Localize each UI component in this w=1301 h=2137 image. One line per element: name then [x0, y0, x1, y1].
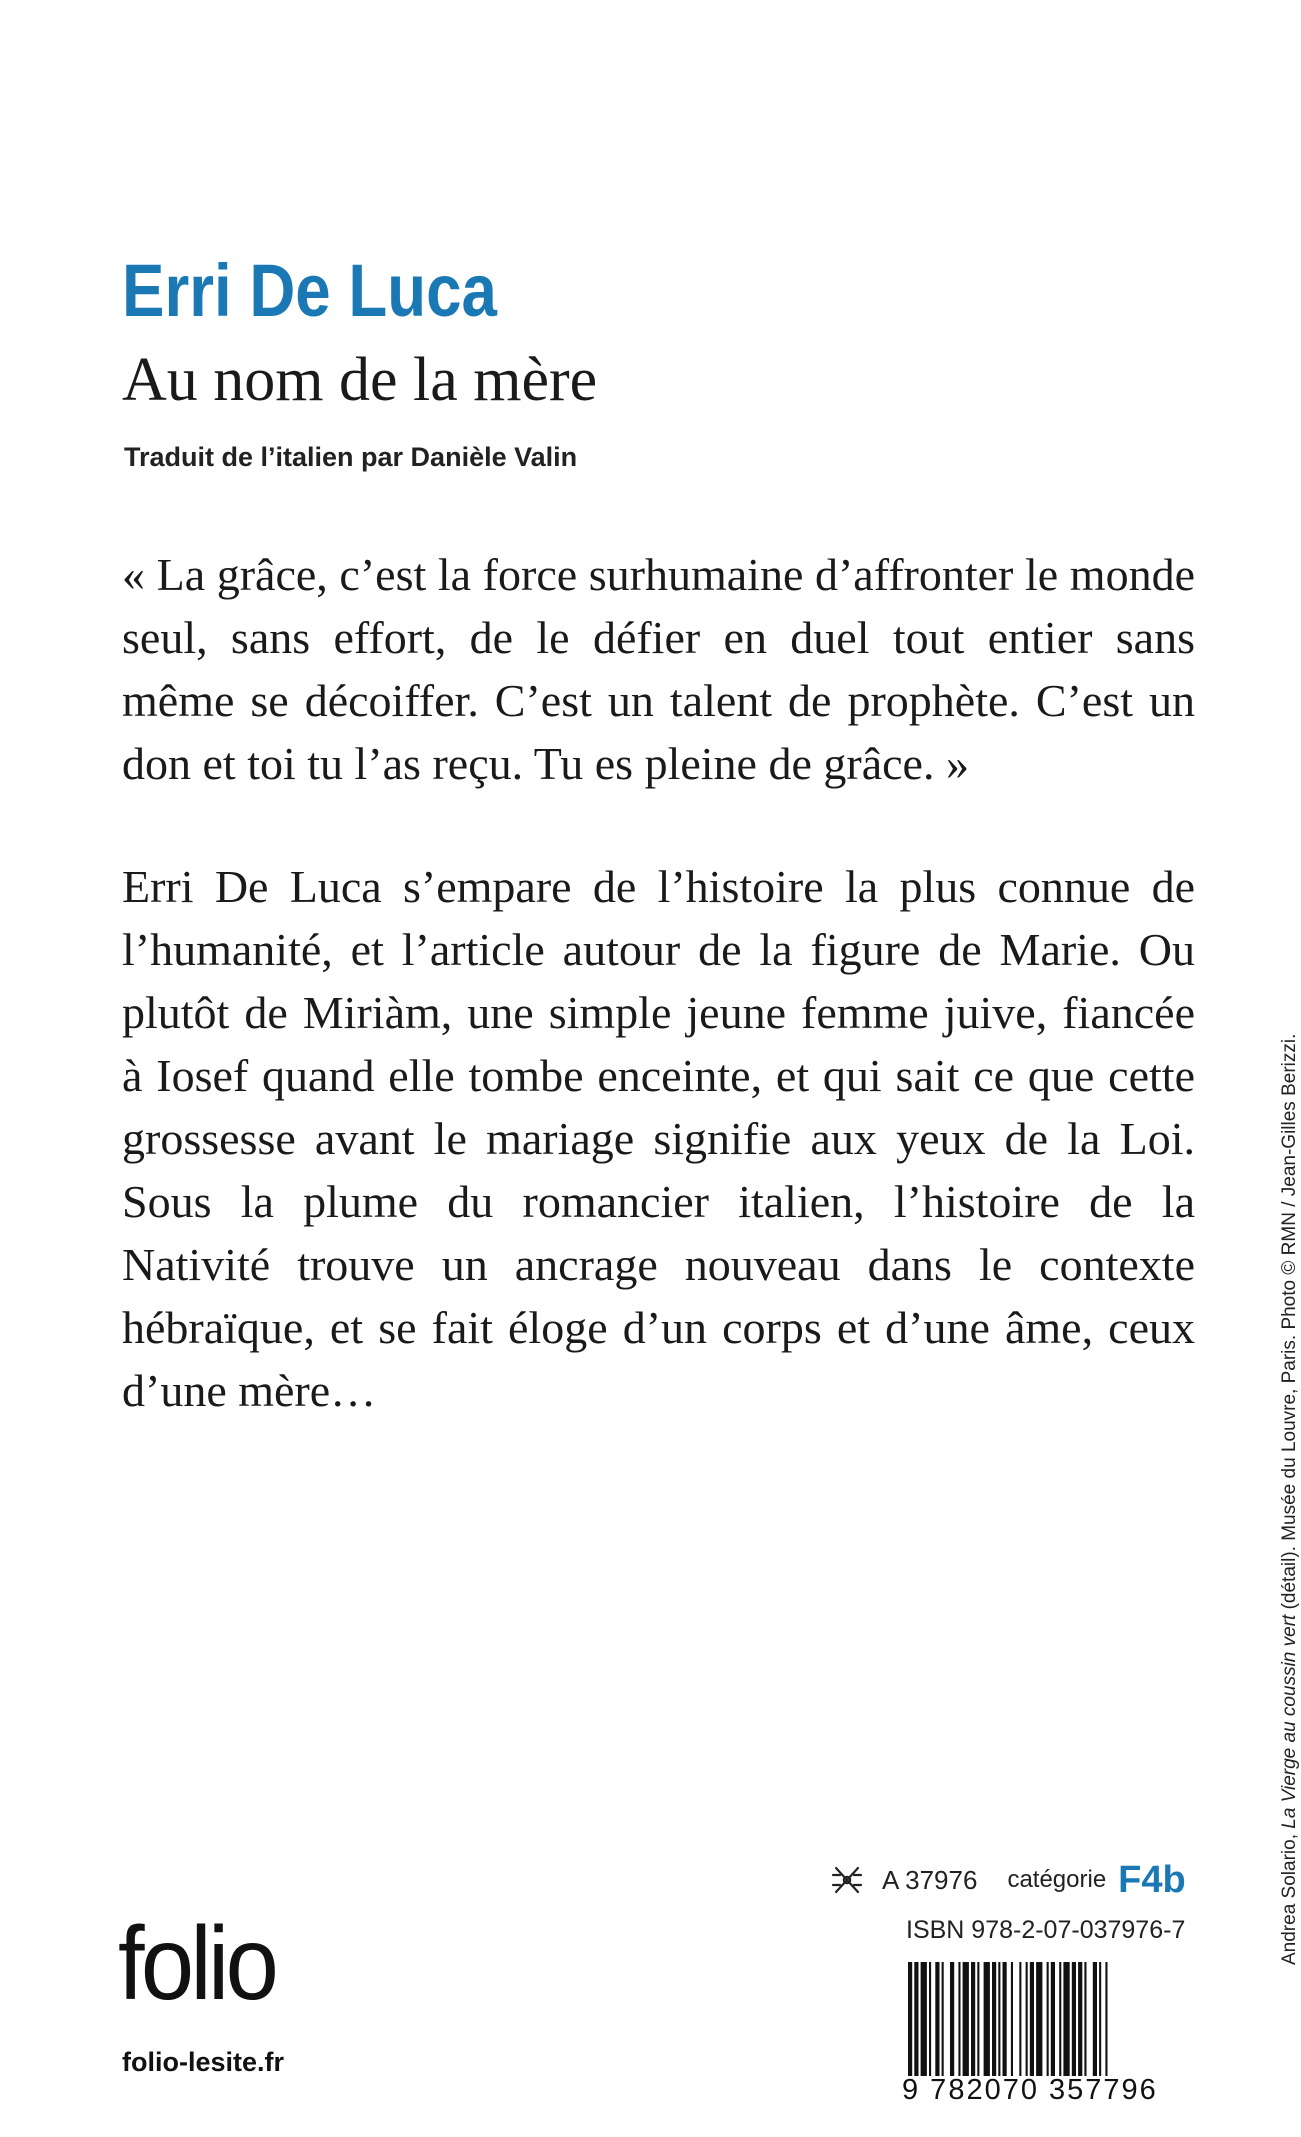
barcode-bar — [921, 1962, 927, 2076]
category-value: F4b — [1118, 1858, 1186, 1901]
author-name: Erri De Luca — [122, 249, 497, 332]
barcode-bar — [971, 1962, 975, 2076]
barcode-bar — [984, 1962, 990, 2076]
barcode-bar — [1019, 1962, 1021, 2076]
folio-logo: folio — [118, 1906, 276, 2022]
publisher-website: folio-lesite.fr — [122, 2047, 285, 2077]
gallimard-logo-icon — [830, 1863, 864, 1897]
a-code: A 37976 — [882, 1864, 978, 1895]
translator-line: Traduit de l’italien par Danièle Valin — [124, 442, 578, 472]
barcode-bar — [929, 1962, 931, 2076]
barcode-bar — [1059, 1962, 1061, 2076]
photo-credit — [1279, 1034, 1301, 1965]
barcode — [906, 1962, 1180, 2076]
barcode-bar — [1099, 1962, 1101, 2076]
blurb-paragraph: Erri De Luca s’empare de l’histoire la plus connue de l’humanité, et l’article autour de la figure de Marie. Ou plutôt de Miriàm, une simple jeune femme juive, fiancée à Iosef quand elle tombe enceinte, et qui sait ce que cette grossesse avant le mariage signifie aux yeux de la Loi. Sous la plume du romancier italien, l’histoire de la Nativité trouve un ancrage nouveau dans le contexte hébraïque, et se fait éloge d’un corps et d’une âme, ceux d’une mère… — [122, 861, 1195, 1416]
barcode-bar — [977, 1962, 979, 2076]
barcode-bar — [1047, 1962, 1049, 2076]
barcode-bar — [1105, 1962, 1107, 2076]
barcode-bar — [992, 1962, 996, 2076]
barcode-bar — [958, 1962, 960, 2076]
barcode-bar — [1003, 1962, 1007, 2076]
barcode-bar — [1072, 1962, 1076, 2076]
barcode-bar — [1030, 1962, 1034, 2076]
barcode-bar — [950, 1962, 954, 2076]
barcode-bar — [908, 1962, 912, 2076]
barcode-bar — [1084, 1962, 1086, 2076]
credit-artist: Andrea Solario, — [1279, 1828, 1300, 1965]
barcode-bar — [1036, 1962, 1042, 2076]
barcode-bar — [1011, 1962, 1013, 2076]
barcode-bar — [1093, 1962, 1097, 2076]
barcode-bar — [963, 1962, 969, 2076]
category-label: catégorie — [1007, 1866, 1107, 1893]
isbn: ISBN 978-2-07-037976-7 — [906, 1916, 1186, 1944]
barcode-bar — [914, 1962, 918, 2076]
credit-rest: (détail). Musée du Louvre, Paris. Photo © RMN / Jean-Gilles Berizzi. — [1279, 1033, 1300, 1615]
barcode-bar — [1078, 1962, 1082, 2076]
barcode-bar — [998, 1962, 1000, 2076]
catalog-code-line — [830, 1860, 1186, 1900]
barcode-bar — [942, 1962, 944, 2076]
barcode-bar — [1063, 1962, 1069, 2076]
barcode-bar — [1051, 1962, 1055, 2076]
barcode-bar — [1026, 1962, 1028, 2076]
barcode-bar — [935, 1962, 939, 2076]
book-title: Au nom de la mère — [122, 346, 598, 414]
credit-work: La Vierge au coussin vert — [1279, 1614, 1300, 1829]
quote-paragraph: « La grâce, c’est la force surhumaine d’affronter le monde seul, sans effort, de le défier en duel tout entier sans même se décoiffer. C’est un talent de prophète. C’est un don et toi tu l’as reçu. Tu es pleine de grâce. » — [122, 549, 1195, 789]
barcode-number: 9 782070 357796 — [902, 2074, 1158, 2106]
